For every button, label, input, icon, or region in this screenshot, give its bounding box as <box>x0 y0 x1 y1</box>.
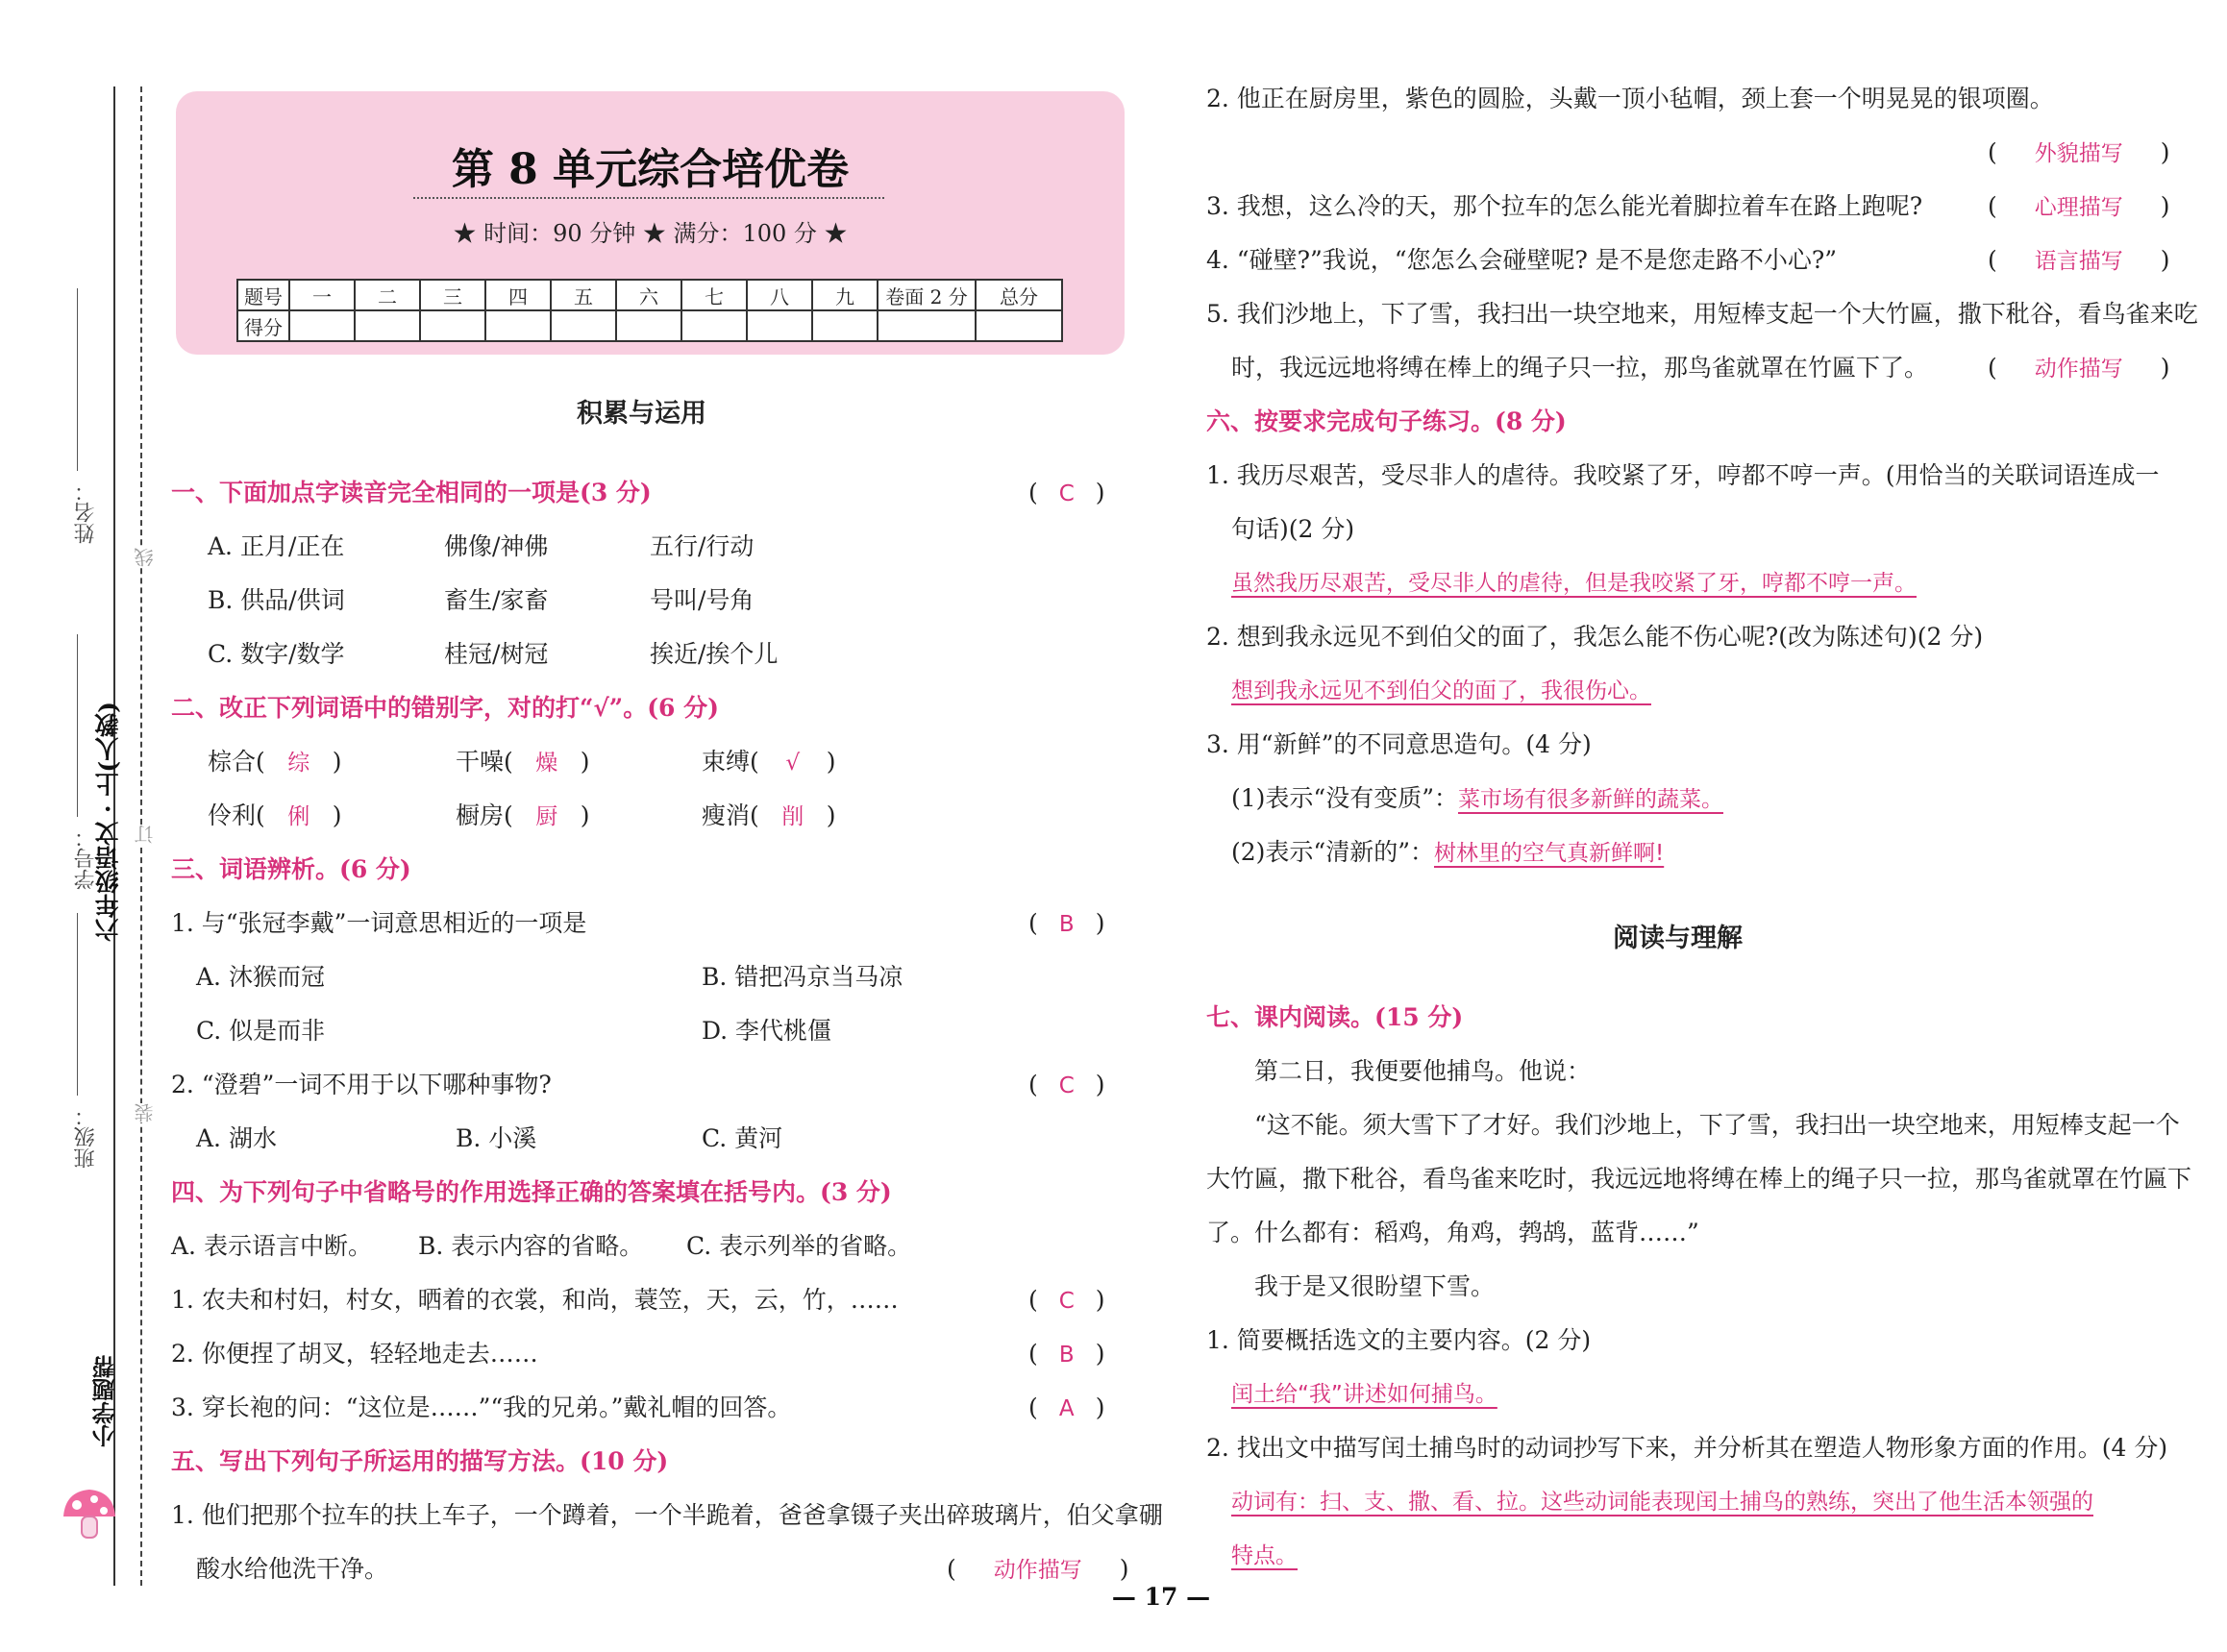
score-row-label: 得分 <box>237 310 289 341</box>
q5-s5-line2: 时，我远远地将缚在棒上的绳子只一拉，那鸟雀就罩在竹匾下了。 <box>1231 354 1929 382</box>
q5-s2-paren: ( 外貌描写 ) <box>1988 138 2170 166</box>
q3-s2-opt-c: C. 黄河 <box>702 1124 783 1152</box>
q2-word: 瘦消( <box>702 801 759 829</box>
q4-opt-c: C. 表示列举的省略。 <box>686 1232 912 1260</box>
q1-answer-paren: ( C ) <box>1028 479 1105 506</box>
q7-s2-answer-line2: 特点。 <box>1231 1543 1298 1568</box>
q2-title: 二、改正下列词语中的错别字，对的打“√”。(6 分) <box>171 694 719 722</box>
class-label: 班级： <box>74 1105 98 1169</box>
q6-s2-answer: 想到我永远见不到伯父的面了，我很伤心。 <box>1231 678 1651 703</box>
q1-option-b3: 号叫/号角 <box>650 586 755 614</box>
q5-s5-line1: 5. 我们沙地上，下了雪，我扫出一块空地来，用短棒支起一个大竹匾，撒下秕谷，看鸟雀来吃 <box>1206 300 2198 328</box>
q5-s1-paren: ( 动作描写 ) <box>947 1555 1129 1583</box>
q6-s3-1-prompt: (1)表示“没有变质”： <box>1231 784 1458 812</box>
q1-option-a2: 佛像/神佛 <box>444 532 549 560</box>
q1-answer: C <box>1058 481 1075 506</box>
score-cell: 七 <box>681 280 747 310</box>
name-underline <box>77 288 78 471</box>
q7-s1-answer: 闰土给“我”讲述如何捕鸟。 <box>1231 1382 1497 1407</box>
part-title-accumulation: 积累与运用 <box>577 399 706 429</box>
seal-zhuang-label: 装 <box>131 1103 159 1122</box>
score-cell: 一 <box>289 280 355 310</box>
q5-s4-paren: ( 语言描写 ) <box>1988 246 2170 274</box>
score-cell: 八 <box>747 280 812 310</box>
q3-title: 三、词语辨析。(6 分) <box>171 855 411 883</box>
q5-s5-paren: ( 动作描写 ) <box>1988 354 2170 382</box>
score-cell: 九 <box>812 280 878 310</box>
q2-word: 干噪( <box>456 748 513 776</box>
q2-answer: √ <box>785 751 801 776</box>
q3-s2-opt-a: A. 湖水 <box>196 1124 277 1152</box>
q6-s3-2-prompt: (2)表示“清新的”： <box>1231 838 1434 866</box>
score-input-cell[interactable] <box>616 310 681 341</box>
score-input-cell[interactable] <box>289 310 355 341</box>
q2-word: 橱房( <box>456 801 513 829</box>
score-input-cell[interactable] <box>420 310 485 341</box>
q4-s3: 3. 穿长袍的问：“这位是……”“我的兄弟。”戴礼帽的回答。 <box>171 1393 792 1421</box>
score-cell: 卷面 2 分 <box>878 280 976 310</box>
q2-answer: 综 <box>287 751 310 776</box>
q6-title: 六、按要求完成句子练习。(8 分) <box>1206 407 1567 435</box>
q2-item <box>456 748 590 777</box>
exam-meta: ★ 时间：90 分钟 ★ 满分：100 分 ★ <box>453 220 848 247</box>
q2-close: ) <box>332 801 342 829</box>
q7-passage-p1: 第二日，我便要他捕鸟。他说： <box>1254 1057 1592 1085</box>
score-input-cell[interactable] <box>485 310 551 341</box>
number-underline <box>77 634 78 817</box>
score-cell: 总分 <box>976 280 1062 310</box>
q3-s1-opt-b: B. 错把冯京当马凉 <box>702 963 903 991</box>
q7-passage-p2-line2: 大竹匾，撒下秕谷，看鸟雀来吃时，我远远地将缚在棒上的绳子只一拉，那鸟雀就罩在竹匾下 <box>1206 1165 2192 1193</box>
class-underline <box>77 913 78 1096</box>
q5-s4: 4. “碰壁?”我说，“您怎么会碰壁呢? 是不是您走路不小心?” <box>1206 246 1838 274</box>
q2-word: 伶利( <box>208 801 265 829</box>
q1-title: 一、下面加点字读音完全相同的一项是(3 分) <box>171 479 652 506</box>
q2-answer: 俐 <box>287 804 310 829</box>
q4-opt-a: A. 表示语言中断。 <box>171 1232 372 1260</box>
q4-s3-answer: A <box>1058 1396 1075 1421</box>
q2-close: ) <box>826 748 836 776</box>
q4-s1: 1. 农夫和村妇，村女，晒着的衣裳，和尚，蓑笠，天，云，竹，…… <box>171 1286 899 1314</box>
q3-s1-paren: ( B ) <box>1028 909 1105 937</box>
score-cell: 五 <box>551 280 616 310</box>
q4-s2: 2. 你便捏了胡叉，轻轻地走去…… <box>171 1340 538 1368</box>
q2-word: 束缚( <box>702 748 759 776</box>
q6-s3: 3. 用“新鲜”的不同意思造句。(4 分) <box>1206 730 1592 758</box>
part-title-reading: 阅读与理解 <box>1613 924 1743 953</box>
score-cell: 四 <box>485 280 551 310</box>
q1-option-a3: 五行/行动 <box>650 532 755 560</box>
score-cell: 题号 <box>237 280 289 310</box>
q3-s2-answer: C <box>1058 1073 1075 1098</box>
score-cell: 六 <box>616 280 681 310</box>
q6-s2: 2. 想到我永远见不到伯父的面了，我怎么能不伤心呢?(改为陈述句)(2 分) <box>1206 623 1984 651</box>
q6-s3-2-answer: 树林里的空气真新鲜啊! <box>1433 841 1665 866</box>
q5-s1-line2: 酸水给他洗干净。 <box>196 1555 389 1583</box>
score-table <box>236 279 1063 342</box>
q2-item <box>208 748 342 777</box>
score-input-cell[interactable] <box>681 310 747 341</box>
q2-item <box>456 801 590 831</box>
q1-option-c1: C. 数字/数学 <box>208 640 345 668</box>
q3-s1-opt-d: D. 李代桃僵 <box>702 1017 832 1045</box>
grade-subject-label: 六年级语文 · 上(人教) <box>94 702 122 942</box>
q2-item <box>702 748 836 777</box>
q6-s3-1 <box>1231 784 1723 814</box>
score-table-score-row <box>237 310 1062 341</box>
q7-passage-p2-line1: “这不能。须大雪下了才好。我们沙地上，下了雪，我扫出一块空地来，用短棒支起一个 <box>1254 1111 2180 1139</box>
brand-label: 小学题帮 <box>91 1355 119 1447</box>
q2-item <box>208 801 342 831</box>
score-input-cell[interactable] <box>355 310 420 341</box>
q7-s2-answer-line1: 动词有：扫、支、撒、看、拉。这些动词能表现闰土捕鸟的熟练，突出了他生活本领强的 <box>1231 1490 2093 1515</box>
q4-s1-paren: ( C ) <box>1028 1286 1105 1314</box>
q6-s1-line1: 1. 我历尽艰苦，受尽非人的虐待。我咬紧了牙，哼都不哼一声。(用恰当的关联词语连成一 <box>1206 461 2160 489</box>
q5-s5-answer: 动作描写 <box>2034 357 2123 382</box>
q5-s3: 3. 我想，这么冷的天，那个拉车的怎么能光着脚拉着车在路上跑呢? <box>1206 192 1923 220</box>
q2-answer: 厨 <box>535 804 558 829</box>
name-label: 姓名： <box>74 481 98 544</box>
q7-passage-p2-line3: 了。什么都有：稻鸡，角鸡，鹁鸪，蓝背……” <box>1206 1219 1699 1246</box>
q1-option-b2: 畜生/家畜 <box>444 586 549 614</box>
q7-s2: 2. 找出文中描写闰土捕鸟时的动词抄写下来，并分析其在塑造人物形象方面的作用。(4 分) <box>1206 1434 2168 1462</box>
q5-s3-paren: ( 心理描写 ) <box>1988 192 2170 220</box>
q2-close: ) <box>580 748 590 776</box>
score-cell: 二 <box>355 280 420 310</box>
page-number: — 17 — <box>1111 1583 1211 1611</box>
q4-s2-answer: B <box>1058 1343 1075 1368</box>
mushroom-logo-icon <box>56 1480 123 1547</box>
score-table-header-row <box>237 280 1062 310</box>
q6-s1-line2: 句话)(2 分) <box>1231 515 1355 543</box>
title-divider <box>413 197 884 199</box>
q4-opt-b: B. 表示内容的省略。 <box>418 1232 644 1260</box>
q2-close: ) <box>332 748 342 776</box>
seal-line-label: 线 <box>131 548 159 567</box>
q1-option-c3: 挨近/挨个儿 <box>650 640 779 668</box>
q2-close: ) <box>580 801 590 829</box>
q4-s2-paren: ( B ) <box>1028 1340 1105 1368</box>
q5-s1-answer: 动作描写 <box>993 1558 1082 1583</box>
q7-title: 七、课内阅读。(15 分) <box>1206 1003 1464 1031</box>
number-label: 学号： <box>74 826 98 890</box>
q3-s2-opt-b: B. 小溪 <box>456 1124 537 1152</box>
score-input-cell[interactable] <box>747 310 812 341</box>
q2-word: 棕合( <box>208 748 265 776</box>
q2-item <box>702 801 836 831</box>
q1-option-c2: 桂冠/树冠 <box>444 640 549 668</box>
page-title: 第 8 单元综合培优卷 <box>451 145 850 194</box>
q5-s3-answer: 心理描写 <box>2034 195 2123 220</box>
q4-s1-answer: C <box>1058 1289 1075 1314</box>
q2-answer: 削 <box>781 804 804 829</box>
q3-s2: 2. “澄碧”一词不用于以下哪种事物? <box>171 1071 552 1098</box>
q4-title: 四、为下列句子中省略号的作用选择正确的答案填在括号内。(3 分) <box>171 1178 892 1206</box>
q6-s3-2 <box>1231 838 1664 868</box>
score-input-cell[interactable] <box>976 310 1062 341</box>
score-cell: 三 <box>420 280 485 310</box>
q2-close: ) <box>826 801 836 829</box>
q6-s3-1-answer: 菜市场有很多新鲜的蔬菜。 <box>1457 787 1723 812</box>
q3-s1-opt-a: A. 沐猴而冠 <box>196 963 325 991</box>
q7-s1: 1. 简要概括选文的主要内容。(2 分) <box>1206 1326 1592 1354</box>
q4-s3-paren: ( A ) <box>1028 1393 1105 1421</box>
score-input-cell[interactable] <box>812 310 878 341</box>
q5-title: 五、写出下列句子所运用的描写方法。(10 分) <box>171 1447 669 1475</box>
q1-option-b1: B. 供品/供词 <box>208 586 345 614</box>
q1-option-a1: A. 正月/正在 <box>208 532 345 560</box>
q5-s2: 2. 他正在厨房里，紫色的圆脸，头戴一顶小毡帽，颈上套一个明晃晃的银项圈。 <box>1206 85 2054 112</box>
score-input-cell[interactable] <box>878 310 976 341</box>
score-input-cell[interactable] <box>551 310 616 341</box>
q5-s4-answer: 语言描写 <box>2034 249 2123 274</box>
q3-s1: 1. 与“张冠李戴”一词意思相近的一项是 <box>171 909 587 937</box>
q3-s2-paren: ( C ) <box>1028 1071 1105 1098</box>
q2-answer: 燥 <box>535 751 558 776</box>
q6-s1-answer: 虽然我历尽艰苦，受尽非人的虐待，但是我咬紧了牙，哼都不哼一声。 <box>1231 571 1917 596</box>
seal-ding-label: 订 <box>131 825 159 844</box>
q5-s2-answer: 外貌描写 <box>2034 141 2123 166</box>
q5-s1-line1: 1. 他们把那个拉车的扶上车子，一个蹲着，一个半跪着，爸爸拿镊子夹出碎玻璃片，伯父拿硼 <box>171 1501 1163 1529</box>
q3-s1-answer: B <box>1058 912 1075 937</box>
q7-passage-p3: 我于是又很盼望下雪。 <box>1254 1272 1496 1300</box>
q3-s1-opt-c: C. 似是而非 <box>196 1017 326 1045</box>
